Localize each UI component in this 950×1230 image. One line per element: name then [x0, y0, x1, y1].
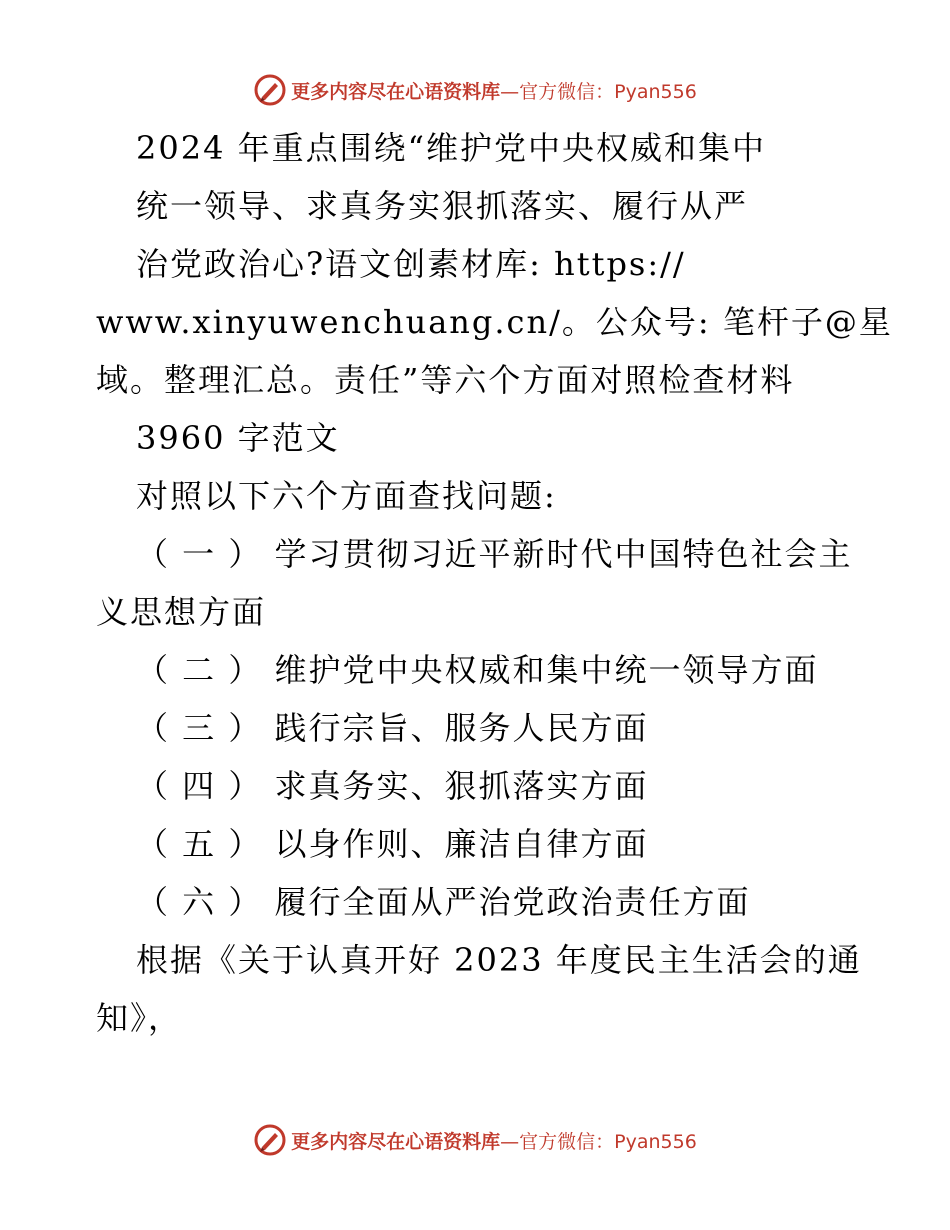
body-line-1: 2024 年重点围绕“维护党中央权威和集中 — [136, 129, 766, 167]
body-line-13: （ 五 ） 以身作则、廉洁自律方面 — [136, 825, 649, 863]
header-banner — [0, 70, 950, 110]
footer-banner — [0, 1120, 950, 1160]
header-banner-text: 更多内容尽在心语资料库—官方微信：Pyan556 — [291, 80, 697, 103]
body-line-9: 义思想方面 — [96, 593, 267, 631]
body-line-11: （ 三 ） 践行宗旨、服务人民方面 — [136, 709, 649, 747]
body-line-6: 3960 字范文 — [136, 419, 340, 457]
body-line-12: （ 四 ） 求真务实、狠抓落实方面 — [136, 767, 649, 805]
body-line-10: （ 二 ） 维护党中央权威和集中统一领导方面 — [136, 651, 819, 689]
body-line-16: 知》， — [96, 999, 183, 1037]
body-line-15: 根据《关于认真开好 2023 年度民主生活会的通 — [136, 941, 862, 979]
body-line-2: 统一领导、求真务实狠抓落实、履行从严 — [136, 187, 749, 225]
pen-logo-icon — [253, 73, 287, 107]
body-line-14: （ 六 ） 履行全面从严治党政治责任方面 — [136, 883, 751, 921]
footer-banner-text: 更多内容尽在心语资料库—官方微信：Pyan556 — [291, 1130, 697, 1153]
body-line-8: （ 一 ） 学习贯彻习近平新时代中国特色社会主 — [136, 535, 853, 573]
body-line-3: 治党政治心?语文创素材库: https:// — [136, 245, 686, 283]
pen-logo-icon — [253, 1123, 287, 1157]
body-line-4: www.xinyuwenchuang.cn/。公众号: 笔杆子@星 — [96, 303, 893, 341]
body-line-7: 对照以下六个方面查找问题: — [136, 477, 557, 515]
body-line-5: 域。整理汇总。责任”等六个方面对照检查材料 — [96, 361, 795, 399]
